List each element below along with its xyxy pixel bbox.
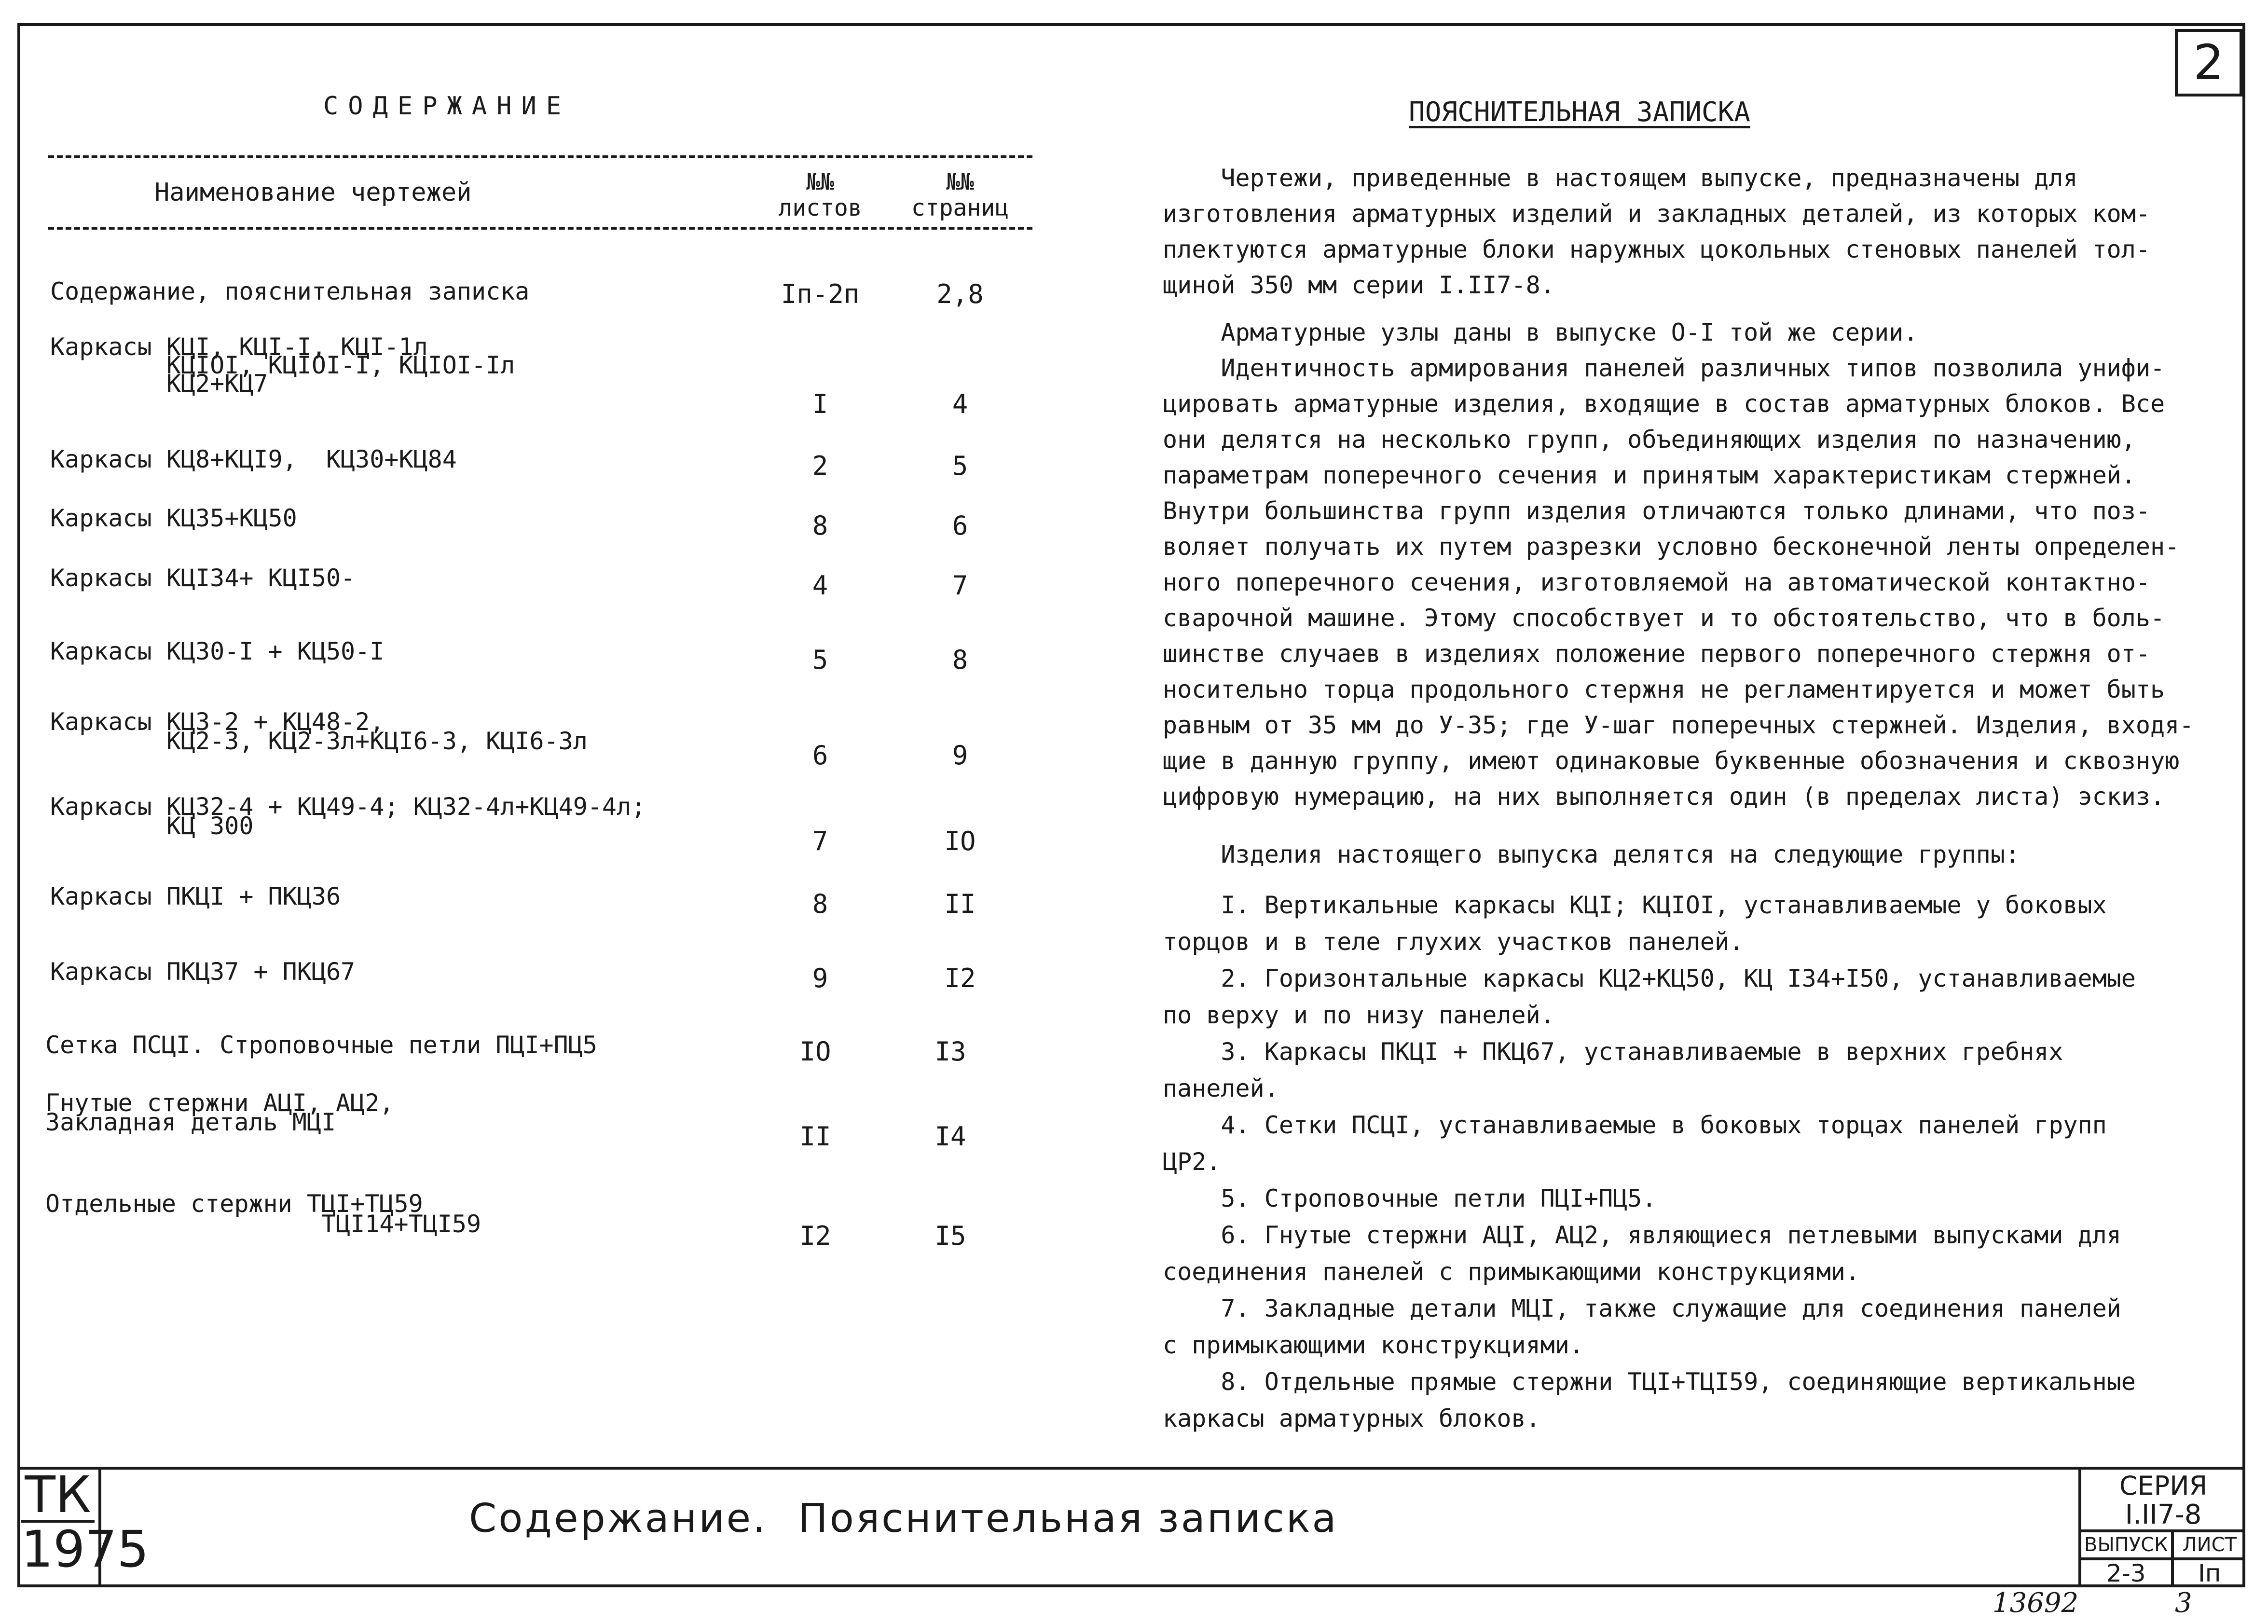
note-paragraph-groups-intro: Изделия настоящего выпуска делятся на следующие группы: (1163, 840, 2020, 868)
toc-row-name: Каркасы КЦI, КЦI-I, КЦI-1л КЦIОI, КЦIОI-I, КЦIОI-Iл КЦ2+КЦ7 (50, 333, 515, 398)
toc-row-sheet: I (812, 389, 828, 419)
toc-row-name: Каркасы КЦ3-2 + КЦ48-2, КЦ2-3, КЦ2-3л+КЦI6-3, КЦI6-3л (50, 708, 588, 755)
toc-row-name: Каркасы КЦI34+ КЦI50- (50, 564, 356, 592)
toc-header-divider (48, 227, 1032, 230)
note-paragraph-unification: Арматурные узлы даны в выпуске О-I той же серии. Идентичность армирования панелей различных типов позволила унифи- цировать арматурные изделия, входящие в состав арматурных блоков. Все они делятся на несколько групп, объединяющих изделия по назначению, параметрам поперечного сечения и принятым характеристикам стержней. Внутри большинства групп изделия отличаются только длинами, что поз- воляет получать их путем разрезки условно бесконечной ленты определен- ного поперечного сечения, изготовляемой на автоматической контактно- сварочной машине. Этому способствует и то обстоятельство, что в боль- шинстве случаев в изделиях положение первого поперечного стержня от- носительно торца продольного стержня не регламентируется и может быть равным от 35 мм до У-35; где У-шаг поперечных стержней. Изделия, входя- щие в данную группу, имеют одинаковые буквенные обозначения и сквозную цифровую нумерацию, на них выполняется один (в пределах листа) эскиз. (1163, 318, 2194, 811)
toc-row-page: I4 (935, 1121, 966, 1152)
toc-row-name: Отдельные стержни ТЦI+ТЦ59 ТЦI14+ТЦI59 (45, 1190, 481, 1238)
note-title: ПОЯСНИТЕЛЬНАЯ ЗАПИСКА (1409, 96, 1751, 128)
toc-row-page: IО (944, 826, 976, 856)
toc-row-sheet: Iп-2п (781, 279, 860, 309)
note-paragraph-intro: Чертежи, приведенные в настоящем выпуске, предназначены для изготовления арматурных изделий и закладных деталей, из которых ком- плектуются арматурные блоки наружных цокольных стеновых панелей тол- щиной 350 мм серии I.II7-8. (1163, 164, 2150, 299)
toc-title: СОДЕРЖАНИЕ (323, 92, 571, 121)
org-year: 1975 (21, 1520, 149, 1579)
corner-page-number: 2 (2175, 29, 2242, 96)
title-block-separator (17, 1467, 2245, 1470)
series-label: СЕРИЯ (2119, 1471, 2208, 1501)
toc-row-page: 6 (952, 510, 968, 541)
sheet-title-part-1: Содержание. (469, 1496, 768, 1541)
toc-row-name: Каркасы КЦ8+КЦI9, КЦ30+КЦ84 (50, 445, 457, 473)
toc-row-page: 8 (952, 645, 968, 675)
toc-row-sheet: 9 (812, 963, 828, 993)
toc-row-sheet: 5 (812, 645, 828, 675)
toc-row-name: Каркасы КЦ35+КЦ50 (50, 504, 297, 532)
toc-row-name: Каркасы ПКЦI + ПКЦ36 (50, 882, 341, 910)
toc-row-sheet: 7 (812, 826, 828, 856)
sheet-title-part-3: записка (1158, 1496, 1338, 1541)
sheet-label: ЛИСТ (2174, 1532, 2245, 1560)
series-stamp (2078, 1470, 2245, 1587)
toc-top-divider (48, 155, 1032, 158)
toc-row-page: II (944, 889, 976, 919)
toc-row-name: Каркасы КЦ32-4 + КЦ49-4; КЦ32-4л+КЦ49-4л; КЦ 300 (50, 793, 646, 840)
toc-row-sheet: 6 (812, 740, 828, 771)
page-number: 3 (2175, 1587, 2192, 1619)
toc-row-sheet: I2 (799, 1221, 831, 1251)
toc-row-page: 7 (952, 570, 968, 601)
toc-row-name: Содержание, пояснительная записка (50, 277, 530, 305)
toc-row-sheet: IО (799, 1036, 831, 1067)
toc-row-page: 4 (952, 389, 968, 419)
toc-row-sheet: 8 (812, 510, 828, 541)
series-value: I.II7-8 (2081, 1500, 2245, 1532)
toc-row-name: Каркасы ПКЦ37 + ПКЦ67 (50, 958, 356, 986)
toc-row-sheet: 8 (812, 889, 828, 919)
sheet-title-part-2: Пояснительная (798, 1496, 1144, 1541)
toc-row-page: 5 (952, 451, 968, 481)
toc-row-page: I5 (935, 1221, 966, 1251)
toc-row-sheet: II (799, 1121, 831, 1152)
toc-row-sheet: 2 (812, 451, 828, 481)
issue-value: 2-3 (2106, 1559, 2146, 1587)
toc-row-page: I2 (944, 963, 976, 993)
toc-row-name: Каркасы КЦ30-I + КЦ50-I (50, 637, 385, 665)
toc-row-sheet: 4 (812, 570, 828, 601)
note-groups-list: I. Вертикальные каркасы КЦI; КЦIОI, устанавливаемые у боковых торцов и в теле глухих участков панелей. 2. Горизонтальные каркасы КЦ2+КЦ50, КЦ I34+I50, устанавливаемые по верху и по низу панелей. 3. Каркасы ПКЦI + ПКЦ67, устанавливаемые в верхних гребнях панелей. 4. Сетки ПСЦI, устанавливаемые в боковых торцах панелей групп ЦР2. 5. Строповочные петли ПЦI+ПЦ5. 6. Гнутые стержни АЦI, АЦ2, являющиеся петлевыми выпусками для соединения панелей с примыкающими конструкциями. 7. Закладные детали МЦI, также служащие для соединения панелей с примыкающими конструкциями. 8. Отдельные прямые стержни ТЦI+ТЦI59, соединяющие вертикальные каркасы арматурных блоков. (1163, 891, 2136, 1432)
issue-label: ВЫПУСК (2081, 1532, 2171, 1560)
toc-row-page: I3 (935, 1036, 966, 1067)
toc-row-name: Гнутые стержни АЦI, АЦ2, Закладная деталь МЦI (45, 1089, 394, 1136)
toc-header-pages: №№ страниц (911, 168, 1009, 221)
toc-header-name: Наименование чертежей (154, 178, 472, 207)
org-stamp (17, 1465, 149, 1584)
inventory-number: 13692 (1993, 1587, 2079, 1619)
toc-row-page: 9 (952, 740, 968, 771)
sheet-value: Iп (2198, 1559, 2221, 1587)
toc-row-name: Сетка ПСЦI. Строповочные петли ПЦI+ПЦ5 (45, 1031, 597, 1059)
toc-header-sheets: №№ листов (778, 168, 862, 221)
toc-row-page: 2,8 (936, 279, 984, 309)
org-code: ТК (25, 1465, 91, 1524)
